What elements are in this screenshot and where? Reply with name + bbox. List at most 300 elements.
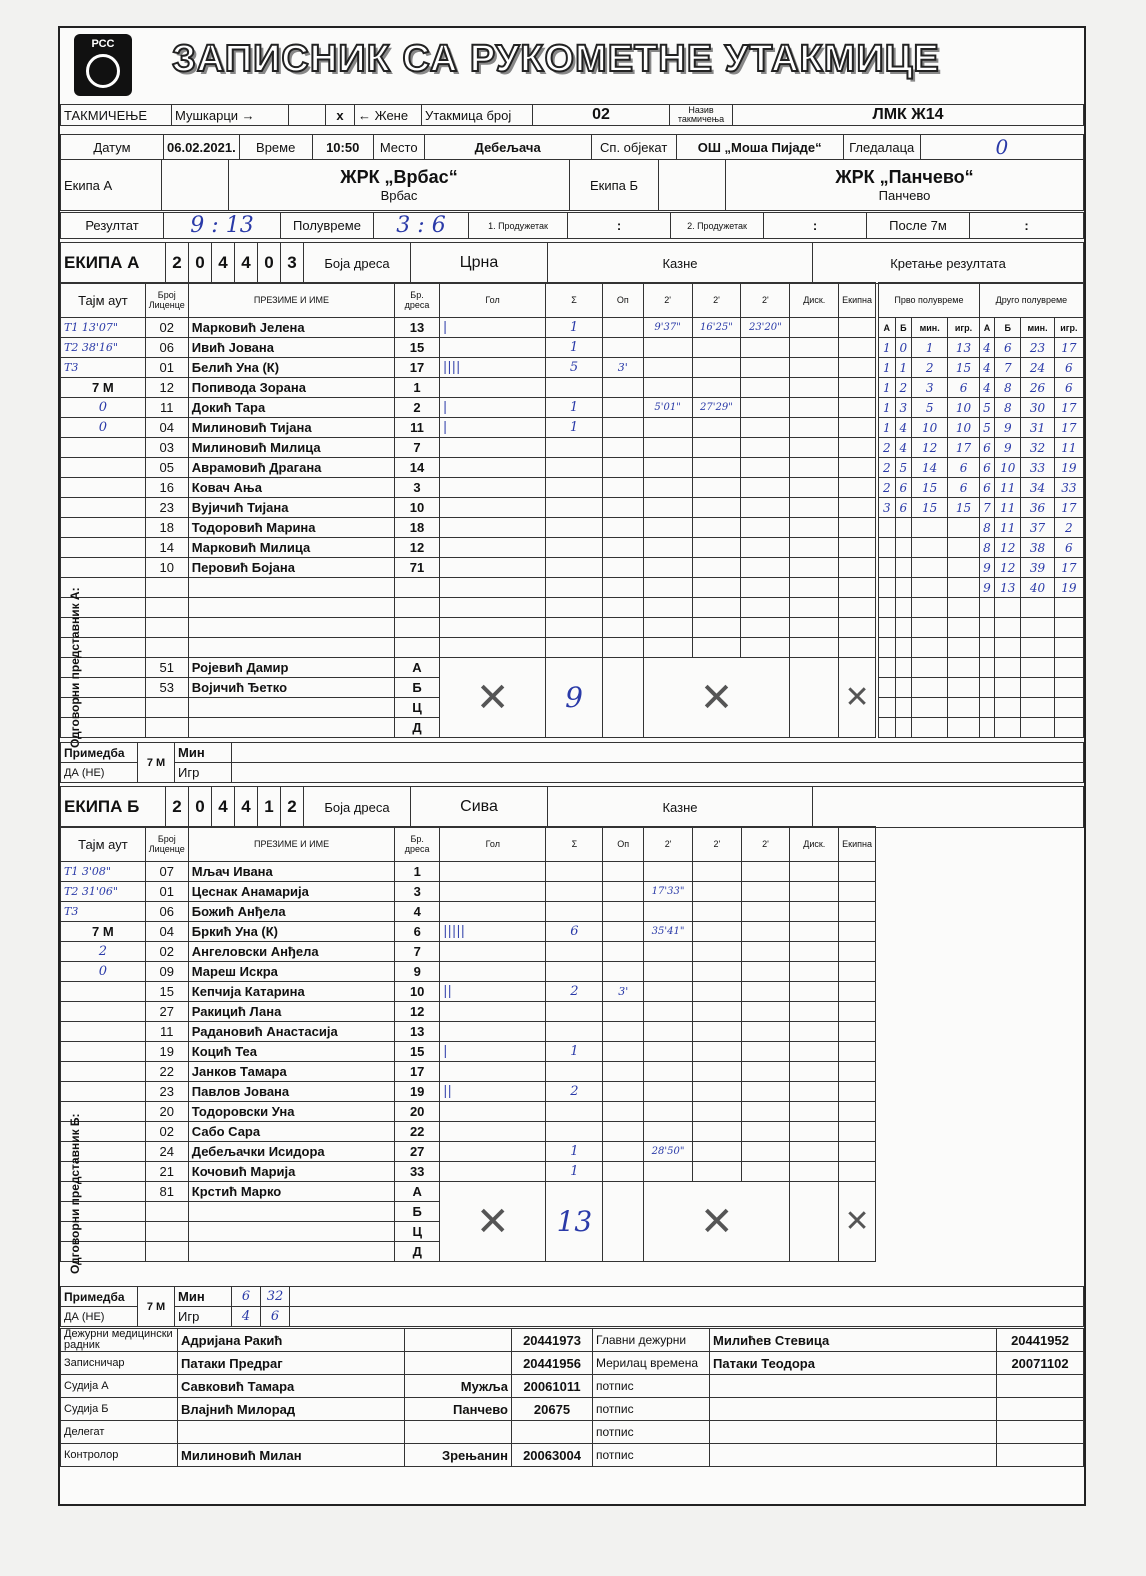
official-name: Војичић Ђетко bbox=[188, 678, 394, 698]
penalty-cell bbox=[644, 1062, 693, 1082]
progress-row bbox=[879, 678, 1084, 698]
player-name: Кепчија Катарина bbox=[188, 982, 394, 1002]
license-number: 18 bbox=[145, 518, 188, 538]
goals-sum bbox=[546, 942, 603, 962]
goals-sum bbox=[546, 558, 603, 578]
ball-icon bbox=[86, 54, 120, 88]
penalty-cell bbox=[693, 1082, 742, 1102]
official-license: 20441956 bbox=[512, 1352, 593, 1375]
empty-cell bbox=[188, 638, 394, 658]
progress-cell: 1 bbox=[879, 378, 896, 398]
halftime-value: 3 : 6 bbox=[374, 213, 469, 239]
official-name bbox=[188, 1242, 394, 1262]
col-sum: Σ bbox=[546, 283, 603, 318]
team-cell bbox=[839, 518, 876, 538]
penalty-cell bbox=[693, 1142, 742, 1162]
disq-cell bbox=[790, 962, 839, 982]
progress-cell bbox=[979, 618, 994, 638]
player-name: Мареш Искра bbox=[188, 962, 394, 982]
progress-cell bbox=[895, 558, 912, 578]
table-row bbox=[61, 518, 876, 538]
progress-cell: 7 bbox=[979, 498, 994, 518]
timeout-cell bbox=[61, 1062, 146, 1082]
official-city bbox=[405, 1329, 512, 1352]
official-code: Д bbox=[395, 718, 440, 738]
jersey-number: 7 bbox=[395, 438, 440, 458]
crossed-area bbox=[643, 658, 790, 738]
empty-cell bbox=[602, 638, 643, 658]
team-cell bbox=[839, 498, 876, 518]
table-row bbox=[61, 498, 876, 518]
venue-label: Сп. објекат bbox=[591, 135, 676, 160]
license-number bbox=[145, 1202, 188, 1222]
empty-cell bbox=[643, 618, 692, 638]
teams-table bbox=[60, 159, 1084, 211]
penalty-cell bbox=[692, 438, 741, 458]
official-name2 bbox=[710, 1444, 997, 1467]
disq-cell bbox=[790, 538, 839, 558]
official-license2 bbox=[997, 1398, 1084, 1421]
jersey-number: 12 bbox=[395, 1002, 440, 1022]
progress-cell: 11 bbox=[995, 478, 1021, 498]
warning-cell bbox=[603, 1022, 644, 1042]
penalty-cell bbox=[643, 438, 692, 458]
jersey-number: 3 bbox=[395, 882, 440, 902]
progress-row bbox=[879, 578, 1084, 598]
official-name: Крстић Марко bbox=[188, 1182, 394, 1202]
team-a-code-digit: 4 bbox=[235, 243, 258, 284]
license-number: 01 bbox=[145, 882, 188, 902]
disq-cell bbox=[790, 982, 839, 1002]
progress-cell: 5 bbox=[979, 398, 994, 418]
penalty-cell bbox=[644, 1162, 693, 1182]
official-row bbox=[61, 1182, 876, 1202]
progress-cell bbox=[995, 698, 1021, 718]
place-label: Место bbox=[373, 135, 424, 160]
license-number bbox=[145, 1242, 188, 1262]
license-number: 51 bbox=[145, 658, 188, 678]
progress-cell: 19 bbox=[1054, 458, 1083, 478]
penalty-cell bbox=[741, 478, 790, 498]
empty-cell bbox=[546, 638, 603, 658]
progress-row bbox=[879, 438, 1084, 458]
goals-tally bbox=[440, 1002, 546, 1022]
col-disq: Диск. bbox=[790, 283, 839, 318]
progress-cell: 17 bbox=[1054, 398, 1083, 418]
jersey-color: Сива bbox=[411, 787, 548, 828]
progress-cell: 30 bbox=[1021, 398, 1054, 418]
team-cell bbox=[839, 398, 876, 418]
progress-col-header: А bbox=[879, 318, 896, 338]
progress-cell bbox=[879, 558, 896, 578]
license-number: 24 bbox=[145, 1142, 188, 1162]
progress-cell bbox=[895, 638, 912, 658]
progress-col-header: Б bbox=[895, 318, 912, 338]
table-row bbox=[61, 922, 876, 942]
penalty-cell bbox=[692, 338, 741, 358]
goals-tally: ||||| bbox=[440, 922, 546, 942]
player-name: Бркић Уна (К) bbox=[188, 922, 394, 942]
progress-cell: 17 bbox=[1054, 418, 1083, 438]
table-row bbox=[61, 538, 876, 558]
yes-no: ДА (НЕ) bbox=[61, 1307, 138, 1327]
timeout-cell bbox=[61, 1002, 146, 1022]
progress-cell bbox=[948, 618, 980, 638]
warning-cell bbox=[602, 498, 643, 518]
team-a-code-digit: 3 bbox=[281, 243, 304, 284]
time-label: Време bbox=[239, 135, 312, 160]
progress-cell bbox=[1021, 698, 1054, 718]
license-number: 11 bbox=[145, 398, 188, 418]
team-total: 9 bbox=[546, 658, 603, 738]
jersey-number: 3 bbox=[395, 478, 440, 498]
penalty-cell bbox=[741, 558, 790, 578]
jersey-number: 9 bbox=[395, 962, 440, 982]
timeout-cell: T2 38'16" bbox=[61, 338, 146, 358]
progress-cell bbox=[895, 598, 912, 618]
official-name bbox=[178, 1421, 405, 1444]
license-number: 11 bbox=[145, 1022, 188, 1042]
progress-col-header: мин. bbox=[912, 318, 948, 338]
goals-tally bbox=[439, 498, 545, 518]
license-number: 06 bbox=[145, 338, 188, 358]
result-label: Резултат bbox=[61, 213, 164, 239]
player-name: Ракицић Лана bbox=[188, 1002, 394, 1022]
men-label: Мушкарци → bbox=[172, 105, 289, 126]
goals-sum: 5 bbox=[546, 358, 603, 378]
progress-cell bbox=[879, 518, 896, 538]
penalty-cell bbox=[741, 1082, 790, 1102]
progress-cell bbox=[1021, 658, 1054, 678]
penalty-cell bbox=[692, 358, 741, 378]
table-row bbox=[61, 1162, 876, 1182]
official-name bbox=[188, 718, 394, 738]
empty-cell bbox=[692, 618, 741, 638]
official-role2: Мерилац времена bbox=[593, 1352, 710, 1375]
disq-cell bbox=[790, 1042, 839, 1062]
official-license2 bbox=[997, 1421, 1084, 1444]
empty-cell bbox=[602, 658, 643, 738]
progress-cell bbox=[912, 618, 948, 638]
progress-cell bbox=[1021, 678, 1054, 698]
progress-cell bbox=[979, 638, 994, 658]
goals-tally: | bbox=[439, 418, 545, 438]
team-cell bbox=[839, 882, 876, 902]
logo-text: РСС bbox=[91, 38, 115, 50]
warning-cell bbox=[603, 1042, 644, 1062]
table-row bbox=[61, 1102, 876, 1122]
progress-cell: 37 bbox=[1021, 518, 1054, 538]
penalty-cell bbox=[693, 1002, 742, 1022]
warning-cell bbox=[603, 1122, 644, 1142]
penalty-cell bbox=[692, 518, 741, 538]
official-name: Адријана Ракић bbox=[178, 1329, 405, 1352]
col-number: Бр. дреса bbox=[395, 827, 440, 862]
progress-cell bbox=[948, 658, 980, 678]
penalty-cell bbox=[741, 378, 790, 398]
penalty-cell bbox=[693, 902, 742, 922]
progress-cell: 1 bbox=[879, 338, 896, 358]
license-number: 02 bbox=[145, 318, 188, 338]
col-2min: 2' bbox=[643, 283, 692, 318]
penalty-cell bbox=[693, 982, 742, 1002]
team-b-city: Панчево bbox=[878, 188, 931, 203]
license-number: 03 bbox=[145, 438, 188, 458]
official-role: Судија А bbox=[61, 1375, 178, 1398]
penalty-cell bbox=[741, 1122, 790, 1142]
penalty-cell bbox=[643, 518, 692, 538]
penalty-cell bbox=[741, 458, 790, 478]
progress-cell bbox=[995, 618, 1021, 638]
col-name: ПРЕЗИМЕ И ИМЕ bbox=[188, 283, 394, 318]
official-row bbox=[61, 1375, 1084, 1398]
official-code: А bbox=[395, 1182, 440, 1202]
progress-cell: 32 bbox=[1021, 438, 1054, 458]
empty-cell bbox=[790, 598, 839, 618]
official-city bbox=[405, 1421, 512, 1444]
col-license: Број Лиценце bbox=[145, 827, 188, 862]
empty-cell bbox=[741, 578, 790, 598]
progress-cell: 3 bbox=[895, 398, 912, 418]
official-name bbox=[188, 698, 394, 718]
penalty-cell bbox=[644, 942, 693, 962]
timeout-cell: T1 3'08" bbox=[61, 862, 146, 882]
team-a-rep-label: Одговорни представник А: bbox=[68, 587, 82, 748]
x-mark-icon: ✕ bbox=[475, 675, 510, 720]
warning-cell bbox=[602, 458, 643, 478]
team-a-code-digit: 0 bbox=[189, 243, 212, 284]
goals-tally bbox=[439, 458, 545, 478]
goals-tally bbox=[440, 1142, 546, 1162]
disq-cell bbox=[790, 1022, 839, 1042]
empty-cell bbox=[603, 1182, 644, 1262]
penalty-cell: 17'33" bbox=[644, 882, 693, 902]
progress-row bbox=[879, 618, 1084, 638]
warning-cell bbox=[602, 558, 643, 578]
progress-cell bbox=[879, 598, 896, 618]
jersey-number: 7 bbox=[395, 942, 440, 962]
warning-cell bbox=[603, 942, 644, 962]
timeout-cell bbox=[61, 458, 146, 478]
disq-cell bbox=[790, 1162, 839, 1182]
result-table: Резултат 9 : 13 Полувреме 3 : 6 1. Продужетак : 2. Продужетак : После 7м : bbox=[60, 212, 1084, 239]
team-cell bbox=[839, 1102, 876, 1122]
col-disq: Диск. bbox=[790, 827, 839, 862]
official-role: Делегат bbox=[61, 1421, 178, 1444]
progress-cell bbox=[1054, 598, 1083, 618]
table-row bbox=[61, 578, 876, 598]
official-role2: потпис bbox=[593, 1421, 710, 1444]
progress-cell: 5 bbox=[895, 458, 912, 478]
empty-cell bbox=[439, 638, 545, 658]
progress-cell: 39 bbox=[1021, 558, 1054, 578]
progress-cell bbox=[979, 718, 994, 738]
penalty-cell bbox=[692, 378, 741, 398]
x-mark-icon: ✕ bbox=[699, 1199, 734, 1244]
goals-sum bbox=[546, 1022, 603, 1042]
place-value: Дебељача bbox=[424, 135, 591, 160]
disq-cell bbox=[790, 398, 839, 418]
disq-cell bbox=[790, 1082, 839, 1102]
seven-m-value: 0 bbox=[61, 962, 146, 982]
empty-cell bbox=[395, 618, 440, 638]
empty-cell bbox=[839, 618, 876, 638]
progress-cell bbox=[912, 678, 948, 698]
jersey-label: Боја дреса bbox=[304, 243, 411, 284]
goals-sum bbox=[546, 498, 603, 518]
player-name: Ковач Ања bbox=[188, 478, 394, 498]
penalty-cell bbox=[741, 518, 790, 538]
license-number: 05 bbox=[145, 458, 188, 478]
progress-cell bbox=[1021, 598, 1054, 618]
progress-cell: 11 bbox=[995, 518, 1021, 538]
score-sheet bbox=[58, 26, 1086, 1506]
empty-cell bbox=[839, 598, 876, 618]
penalty-cell bbox=[692, 498, 741, 518]
license-number bbox=[145, 718, 188, 738]
official-name: Милиновић Милан bbox=[178, 1444, 405, 1467]
goals-tally: | bbox=[439, 398, 545, 418]
overtime1-label: 1. Продужетак bbox=[469, 213, 568, 239]
penalty-cell bbox=[692, 458, 741, 478]
progress-row bbox=[879, 538, 1084, 558]
progress-cell: 9 bbox=[995, 418, 1021, 438]
table-row bbox=[61, 1122, 876, 1142]
penalties-label: Казне bbox=[548, 787, 813, 828]
federation-logo bbox=[74, 34, 132, 96]
progress-header-row bbox=[879, 318, 1084, 338]
col-team: Екипна bbox=[839, 283, 876, 318]
official-name: Ројевић Дамир bbox=[188, 658, 394, 678]
player-name: Коцић Теа bbox=[188, 1042, 394, 1062]
penalty-cell bbox=[741, 398, 790, 418]
team-b-players bbox=[60, 826, 876, 1262]
license-number: 14 bbox=[145, 538, 188, 558]
official-role2: потпис bbox=[593, 1398, 710, 1421]
progress-cell: 1 bbox=[895, 358, 912, 378]
empty-cell bbox=[395, 598, 440, 618]
jersey-number: 14 bbox=[395, 458, 440, 478]
team-b-section-label: ЕКИПА Б bbox=[61, 787, 166, 828]
warning-cell bbox=[603, 902, 644, 922]
official-row bbox=[61, 1421, 1084, 1444]
jersey-number: 13 bbox=[395, 1022, 440, 1042]
timeout-cell bbox=[61, 538, 146, 558]
col-timeout: Тајм аут bbox=[61, 283, 146, 318]
team-a-label: Екипа А bbox=[61, 160, 162, 211]
col-warning: Оп bbox=[602, 283, 643, 318]
team-b-header bbox=[60, 786, 1084, 828]
spectators-label: Гледалаца bbox=[843, 135, 920, 160]
team-cell bbox=[839, 558, 876, 578]
official-license: 20675 bbox=[512, 1398, 593, 1421]
crossed-area bbox=[839, 1182, 876, 1262]
goals-sum bbox=[546, 1062, 603, 1082]
timeout-cell bbox=[61, 518, 146, 538]
empty-cell bbox=[790, 618, 839, 638]
license-number bbox=[145, 1222, 188, 1242]
team-cell bbox=[839, 982, 876, 1002]
table-row bbox=[61, 962, 876, 982]
penalty-cell bbox=[741, 538, 790, 558]
player-name: Марковић Јелена bbox=[188, 318, 394, 338]
team-b-name: ЖРК „Панчево“ bbox=[835, 167, 974, 187]
jersey-number: 1 bbox=[395, 862, 440, 882]
disq-cell bbox=[790, 942, 839, 962]
warning-cell bbox=[603, 1062, 644, 1082]
col-2min: 2' bbox=[693, 827, 742, 862]
penalty-cell bbox=[741, 498, 790, 518]
progress-cell: 36 bbox=[1021, 498, 1054, 518]
progress-cell: 2 bbox=[895, 378, 912, 398]
player-name: Дебељачки Исидора bbox=[188, 1142, 394, 1162]
penalty-cell bbox=[644, 1082, 693, 1102]
timeout-cell bbox=[61, 1082, 146, 1102]
goals-sum bbox=[546, 478, 603, 498]
progress-cell: 12 bbox=[995, 558, 1021, 578]
col-license: Број Лиценце bbox=[145, 283, 188, 318]
progress-row bbox=[879, 378, 1084, 398]
progress-cell bbox=[995, 678, 1021, 698]
progress-cell: 8 bbox=[995, 378, 1021, 398]
crossed-area bbox=[439, 658, 545, 738]
team-cell bbox=[839, 1082, 876, 1102]
official-code: Б bbox=[395, 1202, 440, 1222]
penalty-cell bbox=[741, 942, 790, 962]
team-cell bbox=[839, 1022, 876, 1042]
official-license bbox=[512, 1421, 593, 1444]
license-number: 19 bbox=[145, 1042, 188, 1062]
official-city bbox=[405, 1352, 512, 1375]
progress-row bbox=[879, 698, 1084, 718]
progress-cell: 9 bbox=[995, 438, 1021, 458]
license-number: 53 bbox=[145, 678, 188, 698]
table-row bbox=[61, 438, 876, 458]
goals-tally bbox=[439, 538, 545, 558]
progress-cell: 5 bbox=[979, 418, 994, 438]
progress-cell bbox=[879, 698, 896, 718]
disq-cell bbox=[790, 1122, 839, 1142]
penalty-cell: 27'29" bbox=[692, 398, 741, 418]
empty-cell bbox=[188, 598, 394, 618]
col-timeout: Тајм аут bbox=[61, 827, 146, 862]
team-a-code-digit: 4 bbox=[212, 243, 235, 284]
penalty-cell bbox=[741, 358, 790, 378]
team-cell bbox=[839, 1162, 876, 1182]
progress-cell bbox=[979, 658, 994, 678]
license-number: 15 bbox=[145, 982, 188, 1002]
jersey-label: Боја дреса bbox=[304, 787, 411, 828]
disq-cell bbox=[790, 518, 839, 538]
license-number bbox=[145, 698, 188, 718]
player-name: Ангеловски Анђела bbox=[188, 942, 394, 962]
progress-col-header: игр. bbox=[948, 318, 980, 338]
progress-cell: 15 bbox=[912, 498, 948, 518]
penalty-cell bbox=[644, 902, 693, 922]
penalty-cell bbox=[644, 1102, 693, 1122]
license-number: 09 bbox=[145, 962, 188, 982]
empty-cell bbox=[692, 638, 741, 658]
document-title: ЗАПИСНИК СА РУКОМЕТНЕ УТАКМИЦЕ bbox=[172, 38, 940, 80]
team-b-code-digit: 2 bbox=[281, 787, 304, 828]
goals-sum bbox=[546, 378, 603, 398]
progress-row bbox=[879, 558, 1084, 578]
igr-label: Игр bbox=[175, 1307, 232, 1327]
progress-cell bbox=[995, 598, 1021, 618]
team-cell bbox=[839, 1142, 876, 1162]
progress-row bbox=[879, 718, 1084, 738]
goals-sum bbox=[546, 518, 603, 538]
